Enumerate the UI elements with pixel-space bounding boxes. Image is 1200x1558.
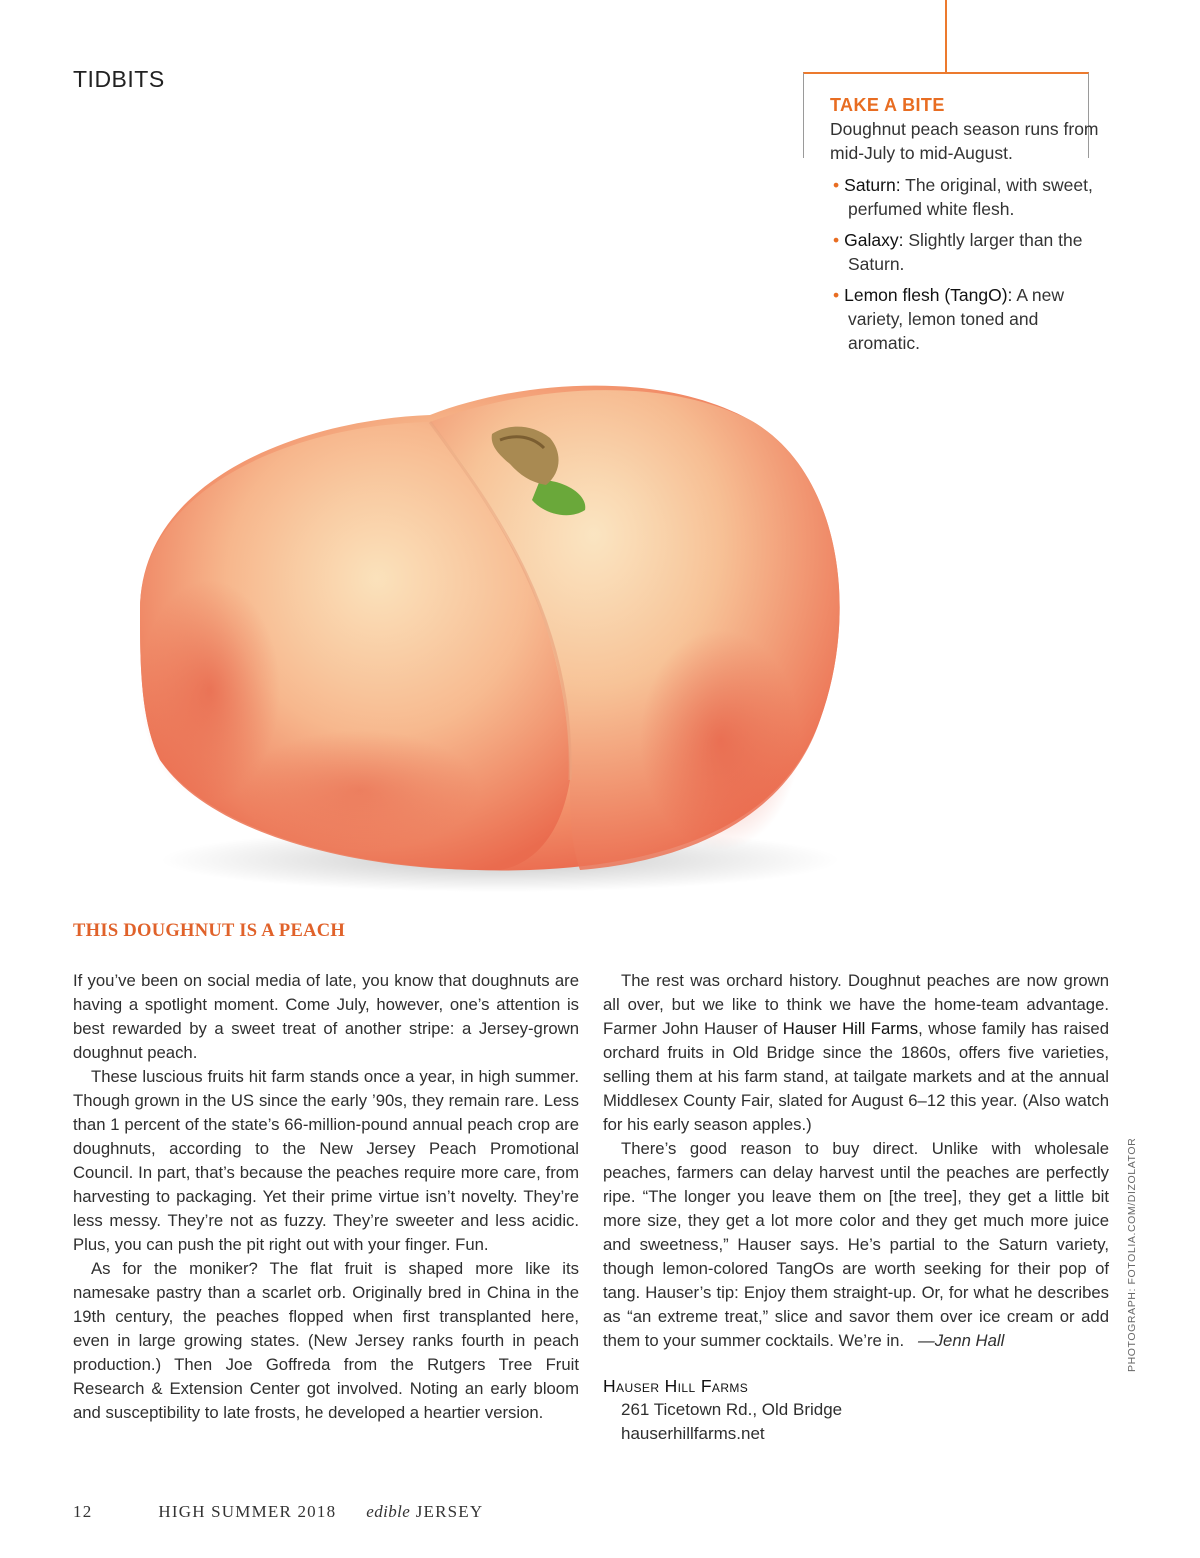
photo-credit: PHOTOGRAPH: FOTOLIA.COM/DIZOLATOR: [1126, 1137, 1138, 1372]
variety-name: Saturn:: [844, 175, 901, 195]
article-paragraph: [603, 1137, 1109, 1353]
contact-farm-name: Hauser Hill Farms: [603, 1376, 749, 1396]
section-label: TIDBITS: [73, 66, 165, 92]
variety-item-saturn: [830, 173, 1100, 221]
farm-name-highlight: Hauser Hill Farms: [782, 1019, 919, 1038]
article-paragraph: [603, 969, 1109, 1137]
issue-label: HIGH SUMMER 2018: [158, 1502, 337, 1521]
variety-description: Slightly larger than the Saturn.: [848, 230, 1083, 274]
contact-website: hauserhillfarms.net: [621, 1424, 765, 1443]
article-headline: THIS DOUGHNUT IS A PEACH: [73, 921, 346, 941]
magazine-brand-caps: JERSEY: [415, 1502, 484, 1521]
paragraph-text: , whose family has raised orchard fruits in Old Bridge since the 1860s, offers five varieties, selling them at his farm stand, at tailgate markets and at the annual Middlesex County Fair, slated for August 6–12 this year. (Also watch for his early season apples.): [603, 1019, 1109, 1134]
contact-address: 261 Ticetown Rd., Old Bridge: [621, 1400, 843, 1419]
sidebar-heading: TAKE A BITE: [830, 95, 945, 115]
article-paragraph: These luscious fruits hit farm stands once a year, in high summer. Though grown in the US since the early ’90s, they remain rare. Less than 1 percent of the state’s 66-million-pound annual peach crop are doughnuts, according to the New Jersey Peach Promotional Council. In part, that’s because the peaches require more care, from harvesting to packaging. Yet their prime virtue isn’t novelty. They’re less messy. They’re not as fuzzy. They’re sweeter and less acidic. Plus, you can push the pit right out with your finger. Fun.: [73, 1067, 579, 1254]
variety-name: Lemon flesh (TangO):: [844, 285, 1013, 305]
bullet-icon: •: [833, 230, 840, 250]
article-paragraph: If you’ve been on social media of late, you know that doughnuts are having a spotlight moment. Come July, however, one’s attention is best rewarded by a sweet treat of another stripe: a Jersey-grown doughnut peach.: [73, 971, 579, 1062]
farm-contact: [603, 1374, 842, 1446]
variety-description: A new variety, lemon toned and aromatic.: [848, 285, 1065, 353]
article-column-left: [73, 969, 579, 1425]
take-a-bite-sidebar: [830, 93, 1100, 362]
sidebar-accent-rule: [945, 0, 947, 74]
author-byline: —Jenn Hall: [918, 1331, 1005, 1350]
article-column-right: [603, 969, 1109, 1353]
variety-list: [830, 173, 1100, 355]
magazine-brand-italic: edible: [366, 1502, 411, 1521]
doughnut-peach-photo: [100, 360, 860, 900]
paragraph-text: The rest was orchard history. Doughnut peaches are now grown all over, but we like to think we have the home-team advantage. Farmer John Hauser of: [603, 971, 1109, 1038]
page-footer: [73, 1502, 483, 1522]
article-paragraph: As for the moniker? The flat fruit is shaped more like its namesake pastry than a scarlet orb. Originally bred in China in the 19th century, the peaches flopped when first transplanted here, even in large growing states. (New Jersey ranks fourth in peach production.) Then Joe Goffreda from the Rutgers Tree Fruit Research & Extension Center got involved. Noting an early bloom and susceptibility to late frosts, he developed a heartier version.: [73, 1259, 579, 1422]
variety-name: Galaxy:: [844, 230, 904, 250]
bullet-icon: •: [833, 175, 840, 195]
bullet-icon: •: [833, 285, 840, 305]
variety-item-lemon-flesh: [830, 283, 1100, 355]
page-number: 12: [73, 1502, 93, 1521]
variety-item-galaxy: [830, 228, 1100, 276]
sidebar-intro: Doughnut peach season runs from mid-July to mid-August.: [830, 119, 1099, 163]
paragraph-text: There’s good reason to buy direct. Unlike with wholesale peaches, farmers can delay harvest until the peaches are perfectly ripe. “The longer you leave them on [the tree], they get a little bit more size, they get a lot more color and they get much more juice and sweetness,” Hauser says. He’s partial to the Saturn variety, though lemon-colored TangOs are worth seeking for their pop of tang. Hauser’s tip: Enjoy them straight-up. Or, for what he describes as “an extreme treat,” slice and savor them over ice cream or add them to your summer cocktails. We’re in.: [603, 1139, 1109, 1350]
variety-description: The original, with sweet, perfumed white flesh.: [848, 175, 1093, 219]
